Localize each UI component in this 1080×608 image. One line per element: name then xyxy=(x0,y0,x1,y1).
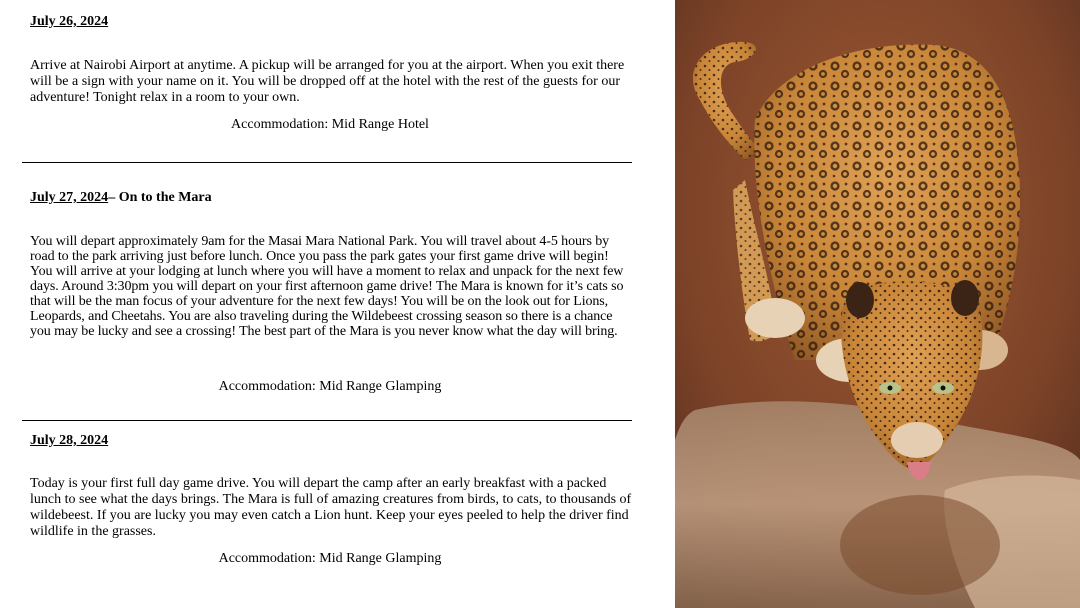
leopard-illustration xyxy=(675,0,1080,608)
day-2-heading xyxy=(30,190,212,206)
day-3-accommodation: Accommodation: Mid Range Glamping xyxy=(218,551,442,566)
divider xyxy=(22,420,632,421)
day-1-heading xyxy=(30,14,108,30)
leopard-drinking-photo xyxy=(675,0,1080,608)
day-3-description: Today is your first full day game drive. You will depart the camp after an early breakfast with a packed lunch to see what the days brings. The Mara is full of amazing creatures from birds, to cats, to thousands of wildebeest. If you are lucky you may even catch a Lion hunt. Keep your eyes peeled to help the driver find wildlife in the grasses. xyxy=(30,476,632,539)
day-2-title: – On to the Mara xyxy=(108,190,212,205)
divider xyxy=(22,162,632,163)
day-3-heading xyxy=(30,433,108,449)
day-2-date: July 27, 2024 xyxy=(30,190,109,205)
day-1-date: July 26, 2024 xyxy=(30,14,109,29)
day-2-accommodation: Accommodation: Mid Range Glamping xyxy=(218,379,442,394)
day-2-description: You will depart approximately 9am for the Masai Mara National Park. You will travel about 4-5 hours by road to the park arriving just before lunch. Once you pass the park gates your first game drive will begin! You will arrive at your lodging at lunch where you will have a moment to relax and unpack for the next few days. Around 3:30pm you will depart on your first afternoon game drive! The Mara is known for it’s cats so that will be the man focus of your adventure for the next few days! You will be on the look out for Lions, Leopards, and Cheetahs. You are also traveling during the Wildebeest crossing season so there is a chance you may be lucky and see a crossing! The best part of the Mara is you never know what the day will bring. xyxy=(30,234,624,339)
day-1-description: Arrive at Nairobi Airport at anytime. A pickup will be arranged for you at the airport. When you exit there will be a sign with your name on it. You will be dropped off at the hotel with the rest of the guests for our adventure! Tonight relax in a room to your own. xyxy=(30,58,625,105)
day-1-accommodation: Accommodation: Mid Range Hotel xyxy=(231,117,429,132)
day-3-date: July 28, 2024 xyxy=(30,433,109,448)
